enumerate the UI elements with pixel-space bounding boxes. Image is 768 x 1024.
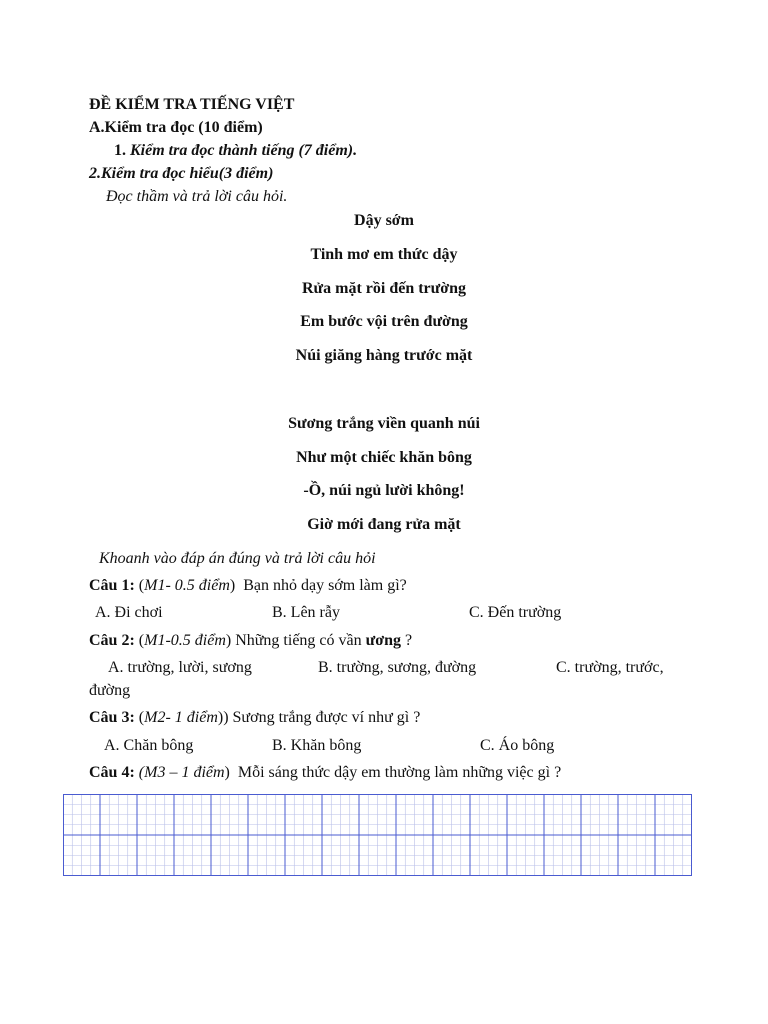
reading-instruction: Đọc thầm và trả lời câu hỏi. <box>106 188 288 205</box>
poem-title: Dậy sớm <box>354 212 414 229</box>
question-label: Câu 4: <box>89 764 135 781</box>
question-paren: ( <box>138 709 145 726</box>
poem-line: Em bước vội trên đường <box>300 313 468 330</box>
question-text: Mỗi sáng thức dậy em thường làm những việc gì ? <box>237 764 562 781</box>
question-label: Câu 2: <box>89 632 135 649</box>
poem-line: -Ồ, núi ngủ lười không! <box>303 482 465 499</box>
question-paren: ( <box>138 632 145 649</box>
question-text: ? <box>404 632 413 649</box>
poem-line: Như một chiếc khăn bông <box>296 449 472 466</box>
option-c[interactable]: C. trường, trước, <box>556 659 664 676</box>
question-paren: ) <box>224 764 230 781</box>
option-b[interactable]: B. trường, sương, đường <box>318 659 477 676</box>
section-a-heading: A.Kiểm tra đọc (10 điểm) <box>89 119 263 136</box>
answer-writing-grid[interactable] <box>63 794 692 876</box>
poem-line: Sương trắng viền quanh núi <box>288 415 480 432</box>
question-level: (M3 – 1 điểm <box>138 764 225 781</box>
question-2 <box>89 631 412 651</box>
task-instruction: Khoanh vào đáp án đúng và trả lời câu hỏi <box>99 550 376 567</box>
option-b[interactable]: B. Khăn bông <box>272 737 362 754</box>
question-text-bold: ương <box>365 632 401 649</box>
option-c-continuation: đường <box>89 682 131 699</box>
question-level: M1-0.5 điểm <box>144 632 226 649</box>
question-level: M1- 0.5 điểm <box>144 577 230 594</box>
poem-line: Giờ mới đang rửa mặt <box>307 516 461 533</box>
page-title: ĐỀ KIỂM TRA TIẾNG VIỆT <box>89 96 295 113</box>
question-3 <box>89 708 420 728</box>
question-4 <box>89 763 561 783</box>
item-1-number: 1. <box>114 142 126 159</box>
poem-line: Tinh mơ em thức dậy <box>310 246 458 263</box>
question-label: Câu 3: <box>89 709 135 726</box>
question-paren: )) <box>217 709 229 726</box>
question-paren: ) <box>229 577 236 594</box>
option-a[interactable]: A. Chăn bông <box>104 737 194 754</box>
option-a[interactable]: A. Đi chơi <box>95 604 163 621</box>
item-1-text: Kiểm tra đọc thành tiếng (7 điểm). <box>130 142 358 159</box>
poem-line: Núi giăng hàng trước mặt <box>295 347 473 364</box>
section-2-heading: 2.Kiểm tra đọc hiểu(3 điểm) <box>89 165 274 182</box>
question-paren: ( <box>138 577 145 594</box>
option-b[interactable]: B. Lên rẫy <box>272 604 340 621</box>
poem-line: Rửa mặt rồi đến trường <box>301 280 467 297</box>
option-c[interactable]: C. Áo bông <box>480 737 555 754</box>
question-level: M2- 1 điểm <box>144 709 218 726</box>
question-text: Những tiếng có vần <box>235 632 362 649</box>
option-a[interactable]: A. trường, lười, sương <box>108 659 252 676</box>
question-text: Sương trắng được ví như gì ? <box>232 709 421 726</box>
question-paren: ) <box>225 632 232 649</box>
question-text: Bạn nhỏ dạy sớm làm gì? <box>243 577 407 594</box>
question-label: Câu 1: <box>89 577 135 594</box>
question-1 <box>89 576 407 596</box>
item-1 <box>114 141 357 161</box>
option-c[interactable]: C. Đến trường <box>469 604 562 621</box>
